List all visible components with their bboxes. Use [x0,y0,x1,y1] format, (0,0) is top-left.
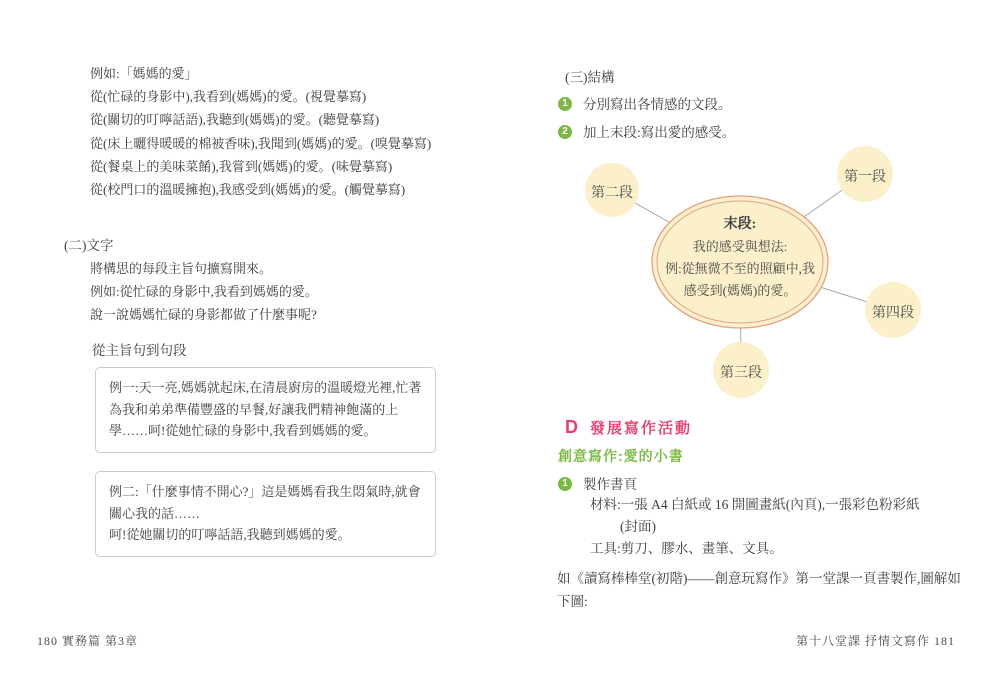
left-page-footer: 180 實務篇 第3章 [37,634,139,648]
creative-writing-subtitle: 創意寫作:愛的小書 [558,448,684,464]
step-text: 分別寫出各情感的文段。 [583,97,732,112]
right-page-footer: 第十八堂課 抒情文寫作 181 [795,634,955,648]
materials-line-continued: (封面) [620,519,656,534]
section-two-heading: (二)文字 [64,238,114,253]
make-pages-step [558,475,968,494]
section-d-letter: D [565,417,578,437]
tools-line: 工具:剪刀、膠水、畫筆、文具。 [590,541,783,556]
center-line: 我的感受與想法: [692,239,788,254]
center-line: 例:從無微不至的照顧中,我感受到(媽媽)的愛。 [665,261,815,298]
sense-line: 從(床上曬得暖暖的棉被香味),我聞到(媽媽)的愛。(嗅覺摹寫) [90,135,432,151]
step-text: 加上末段:寫出愛的感受。 [583,125,736,140]
section-two-line: 例如:從忙碌的身影中,我看到媽媽的愛。 [90,284,318,299]
sense-line: 從(忙碌的身影中),我看到(媽媽)的愛。(視覺摹寫) [90,89,367,105]
example-box-2 [95,471,436,557]
sense-line: 從(關切的叮嚀話語),我聽到(媽媽)的愛。(聽覺摹寫) [90,112,380,128]
step-number-badge: 1 [558,97,572,111]
diagram-node-paragraph-1: 第一段 [844,170,886,185]
example-box-1-text: 例一:天一亮,媽媽就起床,在清晨廚房的溫暖燈光裡,忙著為我和弟弟準備豐盛的早餐,好讓我們精神飽滿的上學……呵!從她忙碌的身影中,我看到媽媽的愛。 [109,380,422,438]
step-text: 製作書頁 [583,477,637,492]
sense-line: 從(餐桌上的美味菜餚),我嘗到(媽媽)的愛。(味覺摹寫) [90,158,393,174]
step-number-badge: 2 [558,125,572,139]
sense-line: 從(校門口的溫暖擁抱),我感受到(媽媽)的愛。(觸覺摹寫) [90,182,406,198]
section-three-heading: (三)結構 [565,70,615,85]
section-d-heading [558,417,968,438]
section-two-line: 將構思的每段主旨句擴寫開來。 [90,261,273,276]
diagram-node-paragraph-3: 第三段 [720,366,762,381]
center-title: 末段: [723,217,757,232]
paragraph-structure-diagram [560,128,950,413]
section-two-text [38,234,468,326]
structure-step-1 [558,95,958,114]
example-box-2-line: 呵!從她關切的叮嚀話語,我聽到媽媽的愛。 [109,527,351,542]
section-d-writing-activity [558,417,968,560]
diagram-center-final-paragraph [662,214,818,302]
closing-paragraph: 如《讀寫棒棒堂(初階)——創意玩寫作》第一堂課一頁書製作,圖解如下圖: [557,571,961,609]
section-d-title: 發展寫作活動 [590,420,693,437]
intro-line: 例如:「媽媽的愛」 [90,66,198,81]
step-number-badge: 1 [558,477,572,491]
section-two-line: 說一說媽媽忙碌的身影都做了什麼事呢? [90,307,317,322]
example-box-1 [95,367,436,453]
diagram-node-paragraph-4: 第四段 [872,306,914,321]
materials-line: 材料:一張 A4 白紙或 16 開圖畫紙(內頁),一張彩色粉彩紙 [590,497,920,512]
subheading-sentence-to-paragraph: 從主旨句到句段 [92,343,187,358]
example-box-2-line: 例二:「什麼事情不開心?」這是媽媽看我生悶氣時,就會關心我的話…… [109,484,421,521]
diagram-node-paragraph-2: 第二段 [591,186,633,201]
sense-examples-block [38,62,468,201]
